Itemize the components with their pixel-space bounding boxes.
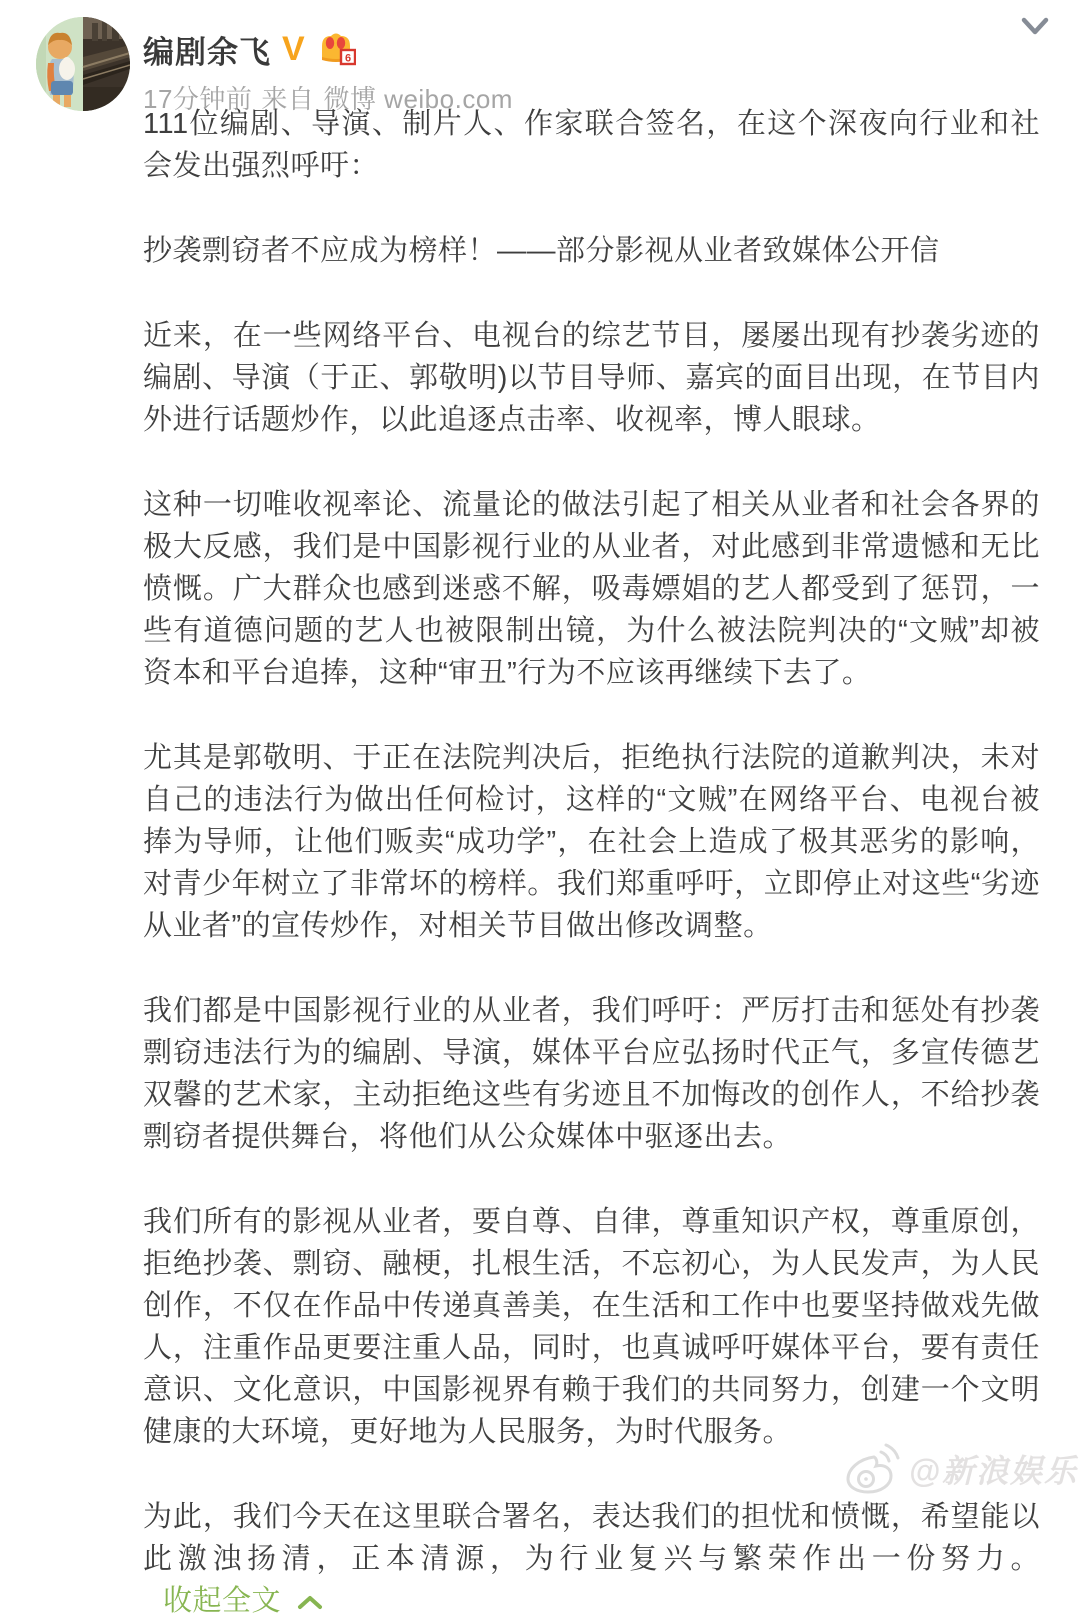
vip-crown-icon: [316, 31, 356, 67]
post-paragraph: [143, 1496, 1040, 1622]
avatar[interactable]: [36, 17, 130, 111]
post-paragraph: 111位编剧、导演、制片人、作家联合签名，在这个深夜向行业和社会发出强烈呼吁：: [143, 108, 1040, 182]
username[interactable]: 编剧余飞: [143, 34, 271, 70]
post-paragraph: 抄袭剽窃者不应成为榜样！——部分影视从业者致媒体公开信: [143, 235, 940, 267]
vip-level-number: 6: [344, 52, 351, 65]
chevron-down-icon[interactable]: [1018, 14, 1052, 40]
avatar-image: [36, 17, 130, 111]
source-label: 来自: [261, 84, 315, 114]
post-paragraph-text: 为此，我们今天在这里联合署名，表达我们的担忧和愤慨，希望能以此激浊扬清，正本清源，为行业复兴与繁荣作出一份努力。: [143, 1501, 1040, 1575]
post-paragraph: 近来，在一些网络平台、电视台的综艺节目，屡屡出现有抄袭劣迹的编剧、导演（于正、郭敬明)以节目导师、嘉宾的面目出现，在节目内外进行话题炒作，以此追逐点击率、收视率，博人眼球。: [143, 320, 1040, 436]
collapse-full-text-link[interactable]: [163, 1585, 323, 1617]
post-paragraph: 尤其是郭敬明、于正在法院判决后，拒绝执行法院的道歉判决，未对自己的违法行为做出任何检讨，这样的“文贼”在网络平台、电视台被捧为导师，让他们贩卖“成功学”，在社会上造成了极其恶劣的影响，对青少年树立了非常坏的榜样。我们郑重呼吁，立即停止对这些“劣迹从业者”的宣传炒作，对相关节目做出修改调整。: [143, 742, 1040, 942]
post-paragraph: 这种一切唯收视率论、流量论的做法引起了相关从业者和社会各界的极大反感，我们是中国影视行业的从业者，对此感到非常遗憾和无比愤慨。广大群众也感到迷惑不解，吸毒嫖娼的艺人都受到了惩罚，一些有道德问题的艺人也被限制出镜，为什么被法院判决的“文贼”却被资本和平台追捧，这种“审丑”行为不应该再继续下去了。: [143, 489, 1040, 689]
post-paragraph: 我们都是中国影视行业的从业者，我们呼吁：严厉打击和惩处有抄袭剽窃违法行为的编剧、导演，媒体平台应弘扬时代正气，多宣传德艺双馨的艺术家，主动拒绝这些有劣迹且不加悔改的创作人，不给抄袭剽窃者提供舞台，将他们从公众媒体中驱逐出去。: [143, 995, 1040, 1153]
verified-icon: V: [282, 30, 305, 68]
post-header: [0, 0, 1080, 120]
timestamp: 17分钟前: [143, 84, 253, 114]
post-content: [143, 103, 1040, 1622]
source-link[interactable]: 微博 weibo.com: [323, 84, 513, 114]
chevron-up-icon: [297, 1586, 323, 1618]
watermark-text: @新浪娱乐: [908, 1453, 1078, 1489]
collapse-full-text-label: 收起全文: [163, 1585, 282, 1617]
post-paragraph: 我们所有的影视从业者，要自尊、自律，尊重知识产权，尊重原创，拒绝抄袭、剽窃、融梗，扎根生活，不忘初心，为人民发声，为人民创作，不仅在作品中传递真善美，在生活和工作中也要坚持做戏先做人，注重作品更要注重人品，同时，也真诚呼吁媒体平台，要有责任意识、文化意识，中国影视界有赖于我们的共同努力，创建一个文明健康的大环境，更好地为人民服务，为时代服务。: [143, 1206, 1040, 1448]
